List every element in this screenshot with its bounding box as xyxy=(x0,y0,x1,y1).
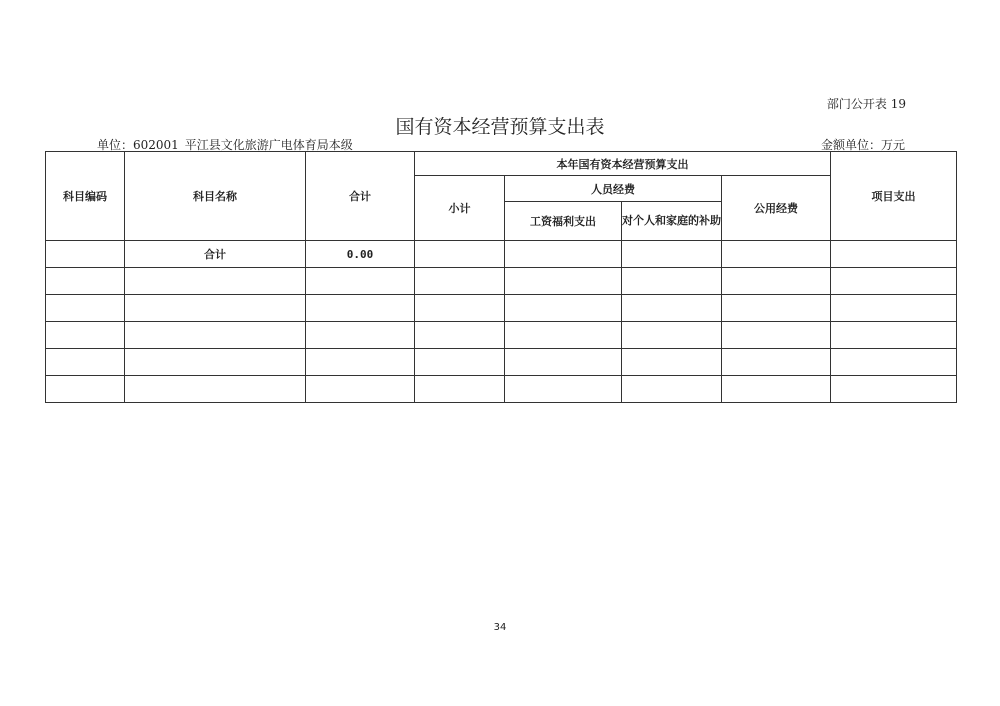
page-number: 34 xyxy=(493,622,507,633)
total-row-label: 合计 xyxy=(125,241,306,268)
table-row xyxy=(46,349,957,376)
header-project-expenditure: 项目支出 xyxy=(831,152,957,241)
table-cell xyxy=(46,295,125,322)
table-cell xyxy=(505,376,622,403)
table-cell xyxy=(125,322,306,349)
table-cell xyxy=(722,349,831,376)
header-total: 合计 xyxy=(306,152,415,241)
form-code: 部门公开表 19 xyxy=(826,97,906,111)
table-cell xyxy=(831,349,957,376)
table-cell xyxy=(415,268,505,295)
table-cell xyxy=(722,376,831,403)
header-wages-welfare: 工资福利支出 xyxy=(505,202,622,241)
table-cell xyxy=(831,295,957,322)
table-cell xyxy=(125,295,306,322)
table-cell xyxy=(125,376,306,403)
page-title: 国有资本经营预算支出表 xyxy=(395,116,605,138)
table-cell xyxy=(306,322,415,349)
table-cell xyxy=(415,241,505,268)
table-row xyxy=(46,295,957,322)
table-row xyxy=(46,268,957,295)
table-cell xyxy=(622,376,722,403)
total-row-amount: 0.00 xyxy=(306,241,415,268)
table-cell xyxy=(306,295,415,322)
table-cell xyxy=(831,322,957,349)
table-cell xyxy=(505,268,622,295)
currency-unit-label: 金额单位：万元 xyxy=(820,138,905,152)
table-cell xyxy=(306,349,415,376)
table-cell xyxy=(622,349,722,376)
table-cell xyxy=(722,295,831,322)
table-cell xyxy=(722,268,831,295)
header-subject-code: 科目编码 xyxy=(46,152,125,241)
header-current-year-expenditure: 本年国有资本经营预算支出 xyxy=(415,152,831,176)
table-cell xyxy=(415,322,505,349)
table-cell xyxy=(415,295,505,322)
table-row-total xyxy=(46,241,957,268)
table-cell xyxy=(622,241,722,268)
header-subtotal: 小计 xyxy=(415,176,505,241)
table-cell xyxy=(415,349,505,376)
header-subject-name: 科目名称 xyxy=(125,152,306,241)
table-cell xyxy=(125,268,306,295)
table-cell xyxy=(831,376,957,403)
header-personnel-expenses: 人员经费 xyxy=(505,176,722,202)
table-cell xyxy=(505,241,622,268)
budget-table xyxy=(45,151,957,403)
table-cell xyxy=(722,241,831,268)
table-cell xyxy=(505,349,622,376)
table-cell xyxy=(125,349,306,376)
table-cell xyxy=(505,295,622,322)
table-cell xyxy=(415,376,505,403)
header-public-expenses: 公用经费 xyxy=(722,176,831,241)
table-cell xyxy=(46,268,125,295)
table-cell xyxy=(306,376,415,403)
table-cell xyxy=(306,268,415,295)
table-cell xyxy=(46,349,125,376)
table-cell xyxy=(831,268,957,295)
table-row xyxy=(46,376,957,403)
table-cell xyxy=(622,322,722,349)
unit-label: 单位：602001_平江县文化旅游广电体育局本级 xyxy=(97,138,353,152)
table-cell xyxy=(622,295,722,322)
table-cell xyxy=(622,268,722,295)
table-cell xyxy=(505,322,622,349)
table-cell xyxy=(46,376,125,403)
table-cell xyxy=(46,241,125,268)
table-row xyxy=(46,322,957,349)
header-household-subsidy: 对个人和家庭的补助 xyxy=(622,202,722,241)
table-cell xyxy=(831,241,957,268)
table-cell xyxy=(722,322,831,349)
table-cell xyxy=(46,322,125,349)
